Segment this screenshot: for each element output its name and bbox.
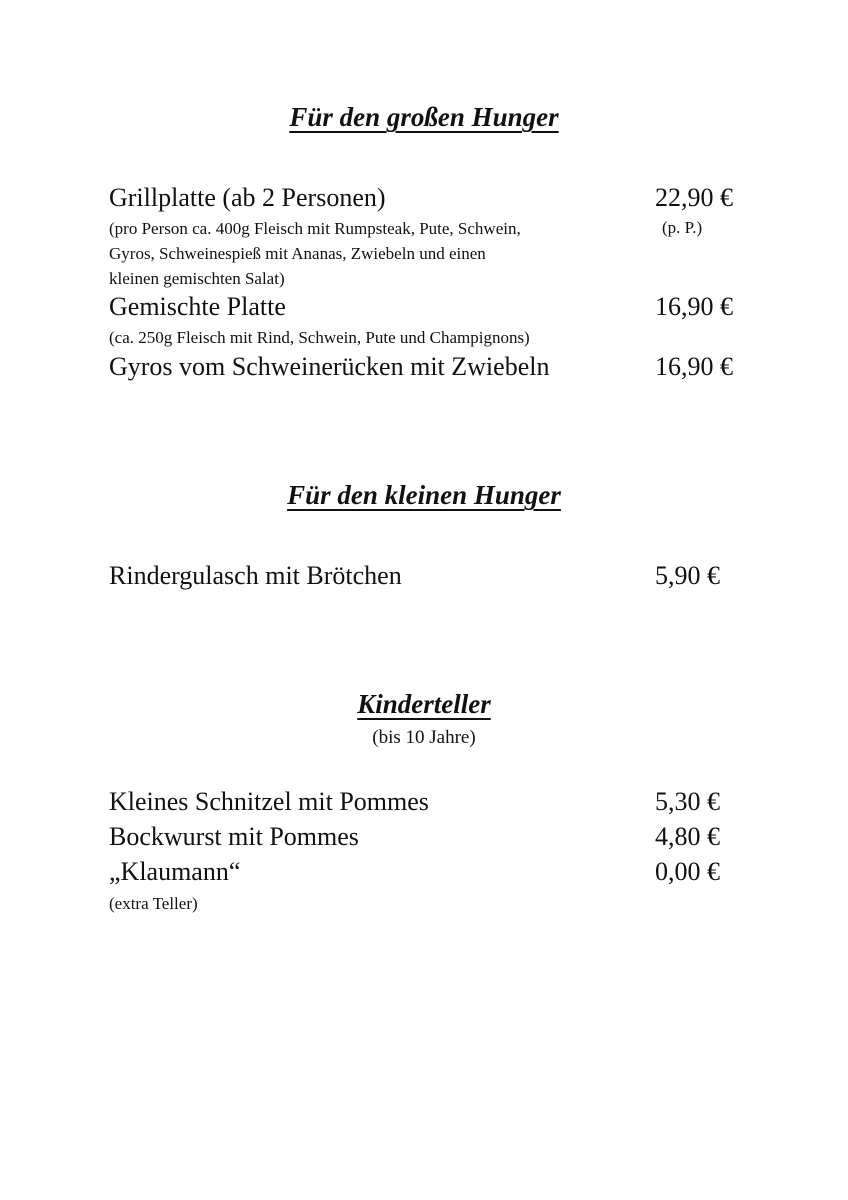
- menu-item-name: Rindergulasch mit Brötchen: [109, 561, 402, 590]
- menu-item-price-note: (p. P.): [662, 218, 703, 237]
- menu-item-description: (extra Teller): [109, 894, 198, 913]
- section-subheading: (bis 10 Jahre): [372, 727, 476, 748]
- menu-item-price: 16,90 €: [655, 352, 733, 381]
- menu-item-description: Gyros, Schweinespieß mit Ananas, Zwiebeln und einen: [109, 244, 486, 263]
- menu-item-price: 5,90 €: [655, 561, 720, 590]
- menu-item-name: „Klaumann“: [109, 857, 241, 886]
- section-heading-grosser-hunger: Für den großen Hunger: [289, 102, 559, 132]
- menu-item-price: 22,90 €: [655, 183, 733, 212]
- menu-item-price: 5,30 €: [655, 787, 720, 816]
- menu-item-name: Gyros vom Schweinerücken mit Zwiebeln: [109, 352, 550, 381]
- menu-item-name: Bockwurst mit Pommes: [109, 822, 359, 851]
- menu-item-price: 0,00 €: [655, 857, 720, 886]
- menu-item-name: Kleines Schnitzel mit Pommes: [109, 787, 429, 816]
- section-heading-kleiner-hunger: Für den kleinen Hunger: [287, 480, 561, 510]
- menu-item-description: (ca. 250g Fleisch mit Rind, Schwein, Pute und Champignons): [109, 328, 530, 347]
- menu-item-price: 4,80 €: [655, 822, 720, 851]
- menu-item-price: 16,90 €: [655, 292, 733, 321]
- menu-item-name: Grillplatte (ab 2 Personen): [109, 183, 386, 212]
- section-heading-kinderteller: Kinderteller: [357, 689, 491, 719]
- menu-item-description: (pro Person ca. 400g Fleisch mit Rumpsteak, Pute, Schwein,: [109, 219, 521, 238]
- menu-item-name: Gemischte Platte: [109, 292, 286, 321]
- menu-item-description: kleinen gemischten Salat): [109, 269, 285, 288]
